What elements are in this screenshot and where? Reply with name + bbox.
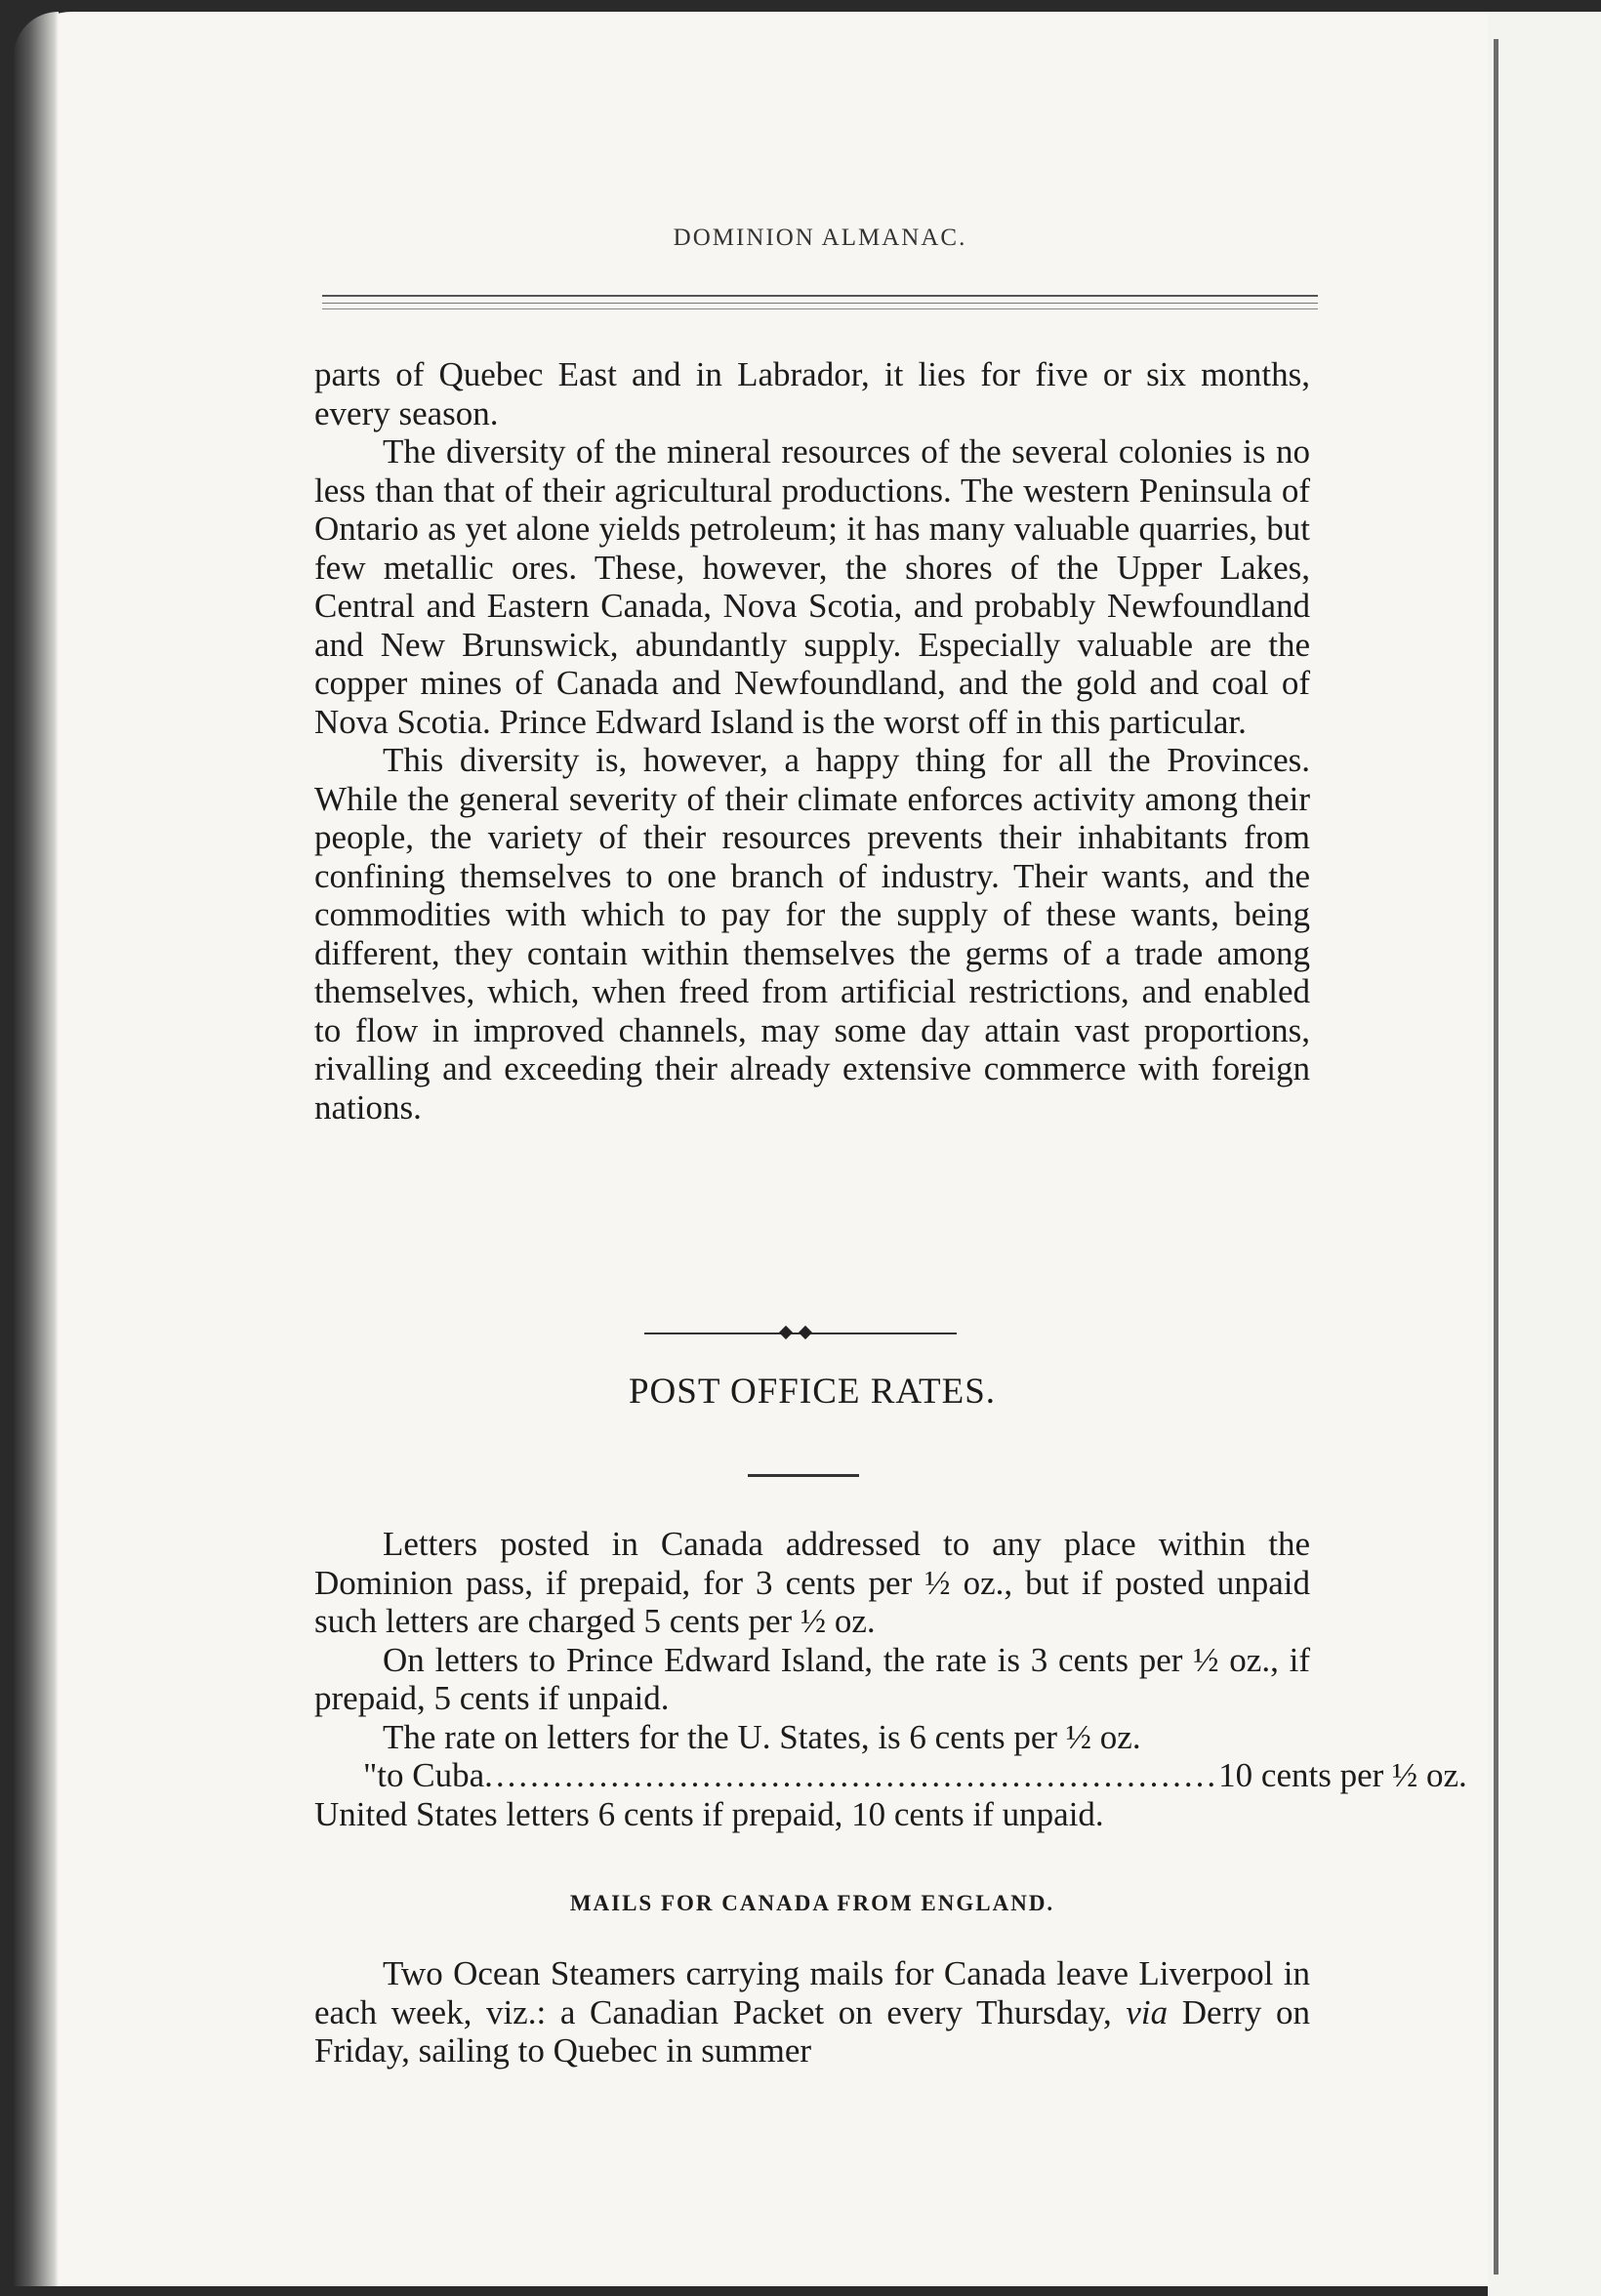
cuba-rate: 10 cents per ½ oz. [1218, 1756, 1467, 1794]
next-page-strip [1488, 12, 1601, 2296]
section-ornament [644, 1328, 957, 1339]
rates-paragraph-pei: On letters to Prince Edward Island, the rate is 3 cents per ½ oz., if prepaid, 5 cents if unpaid. [314, 1640, 1310, 1717]
header-rule-thin [322, 303, 1318, 304]
page-binding-line [1494, 39, 1498, 2275]
mails-via: via [1126, 1992, 1169, 2031]
title-rule [748, 1474, 859, 1477]
mails-text [314, 1954, 1310, 2070]
rates-paragraph-us: The rate on letters for the U. States, is 6 cents per ½ oz. [383, 1717, 1141, 1756]
section-title: POST OFFICE RATES. [628, 1372, 997, 1412]
header-rule-thinner [322, 308, 1318, 309]
leader-dots: ................................................................ [484, 1756, 1219, 1794]
running-header: DOMINION ALMANAC. [673, 225, 967, 251]
paragraph-continuation: parts of Quebec East and in Labrador, it lies for five or six months, every season. [314, 355, 1310, 432]
mails-text-end: Derry on Friday, sailing to Quebec in summer [314, 1992, 1311, 2070]
paragraph-mineral-resources: The diversity of the mineral resources of the several colonies is no less than that of their agricultural productions. The western Peninsula of Ontario as yet alone yields petroleum; it has many valuable quarries, but few metallic ores. These, however, the shores of the Upper Lakes, Central and Eastern Canada, Nova Scotia, and probably Newfoundland and New Brunswick, abundantly supply. Especially valuable are the copper mines of Canada and Newfoundland, and the gold and coal of Nova Scotia. Prince Edward Island is the worst off in this particular. [314, 432, 1310, 741]
cuba-label: to Cuba [377, 1756, 485, 1794]
rates-paragraph-dominion: Letters posted in Canada addressed to any place within the Dominion pass, if prepaid, for 3 cents per ½ oz., but if posted unpaid such letters are charged 5 cents per ½ oz. [314, 1525, 1310, 1640]
rates-line-cuba [314, 1756, 1467, 1795]
header-rule [322, 295, 1318, 297]
rates-paragraph-us-letters: United States letters 6 cents if prepaid, 10 cents if unpaid. [314, 1794, 1104, 1833]
page-edge-shadow [14, 12, 59, 2286]
rates-text [314, 1525, 1467, 1833]
ditto-mark: " [363, 1756, 378, 1794]
mails-text-start: Two Ocean Steamers carrying mails for Canada leave Liverpool in each week, viz.: a Canadian Packet on every Thursday, [314, 1954, 1310, 2031]
body-text-top [314, 355, 1310, 1127]
mails-paragraph [314, 1954, 1310, 2070]
page [14, 12, 1488, 2286]
mails-heading: MAILS FOR CANADA FROM ENGLAND. [569, 1891, 1055, 1915]
paragraph-diversity: This diversity is, however, a happy thing for all the Provinces. While the general severity of their climate enforces activity among their people, the variety of their resources prevents their inhabitants from confining themselves to one branch of industry. Their wants, and the commodities with which to pay for the supply of these wants, being different, they contain within themselves the germs of a trade among themselves, which, when freed from artificial restrictions, and enabled to flow in improved channels, may some day attain vast proportions, rivalling and exceeding their already extensive commerce with foreign nations. [314, 741, 1310, 1127]
